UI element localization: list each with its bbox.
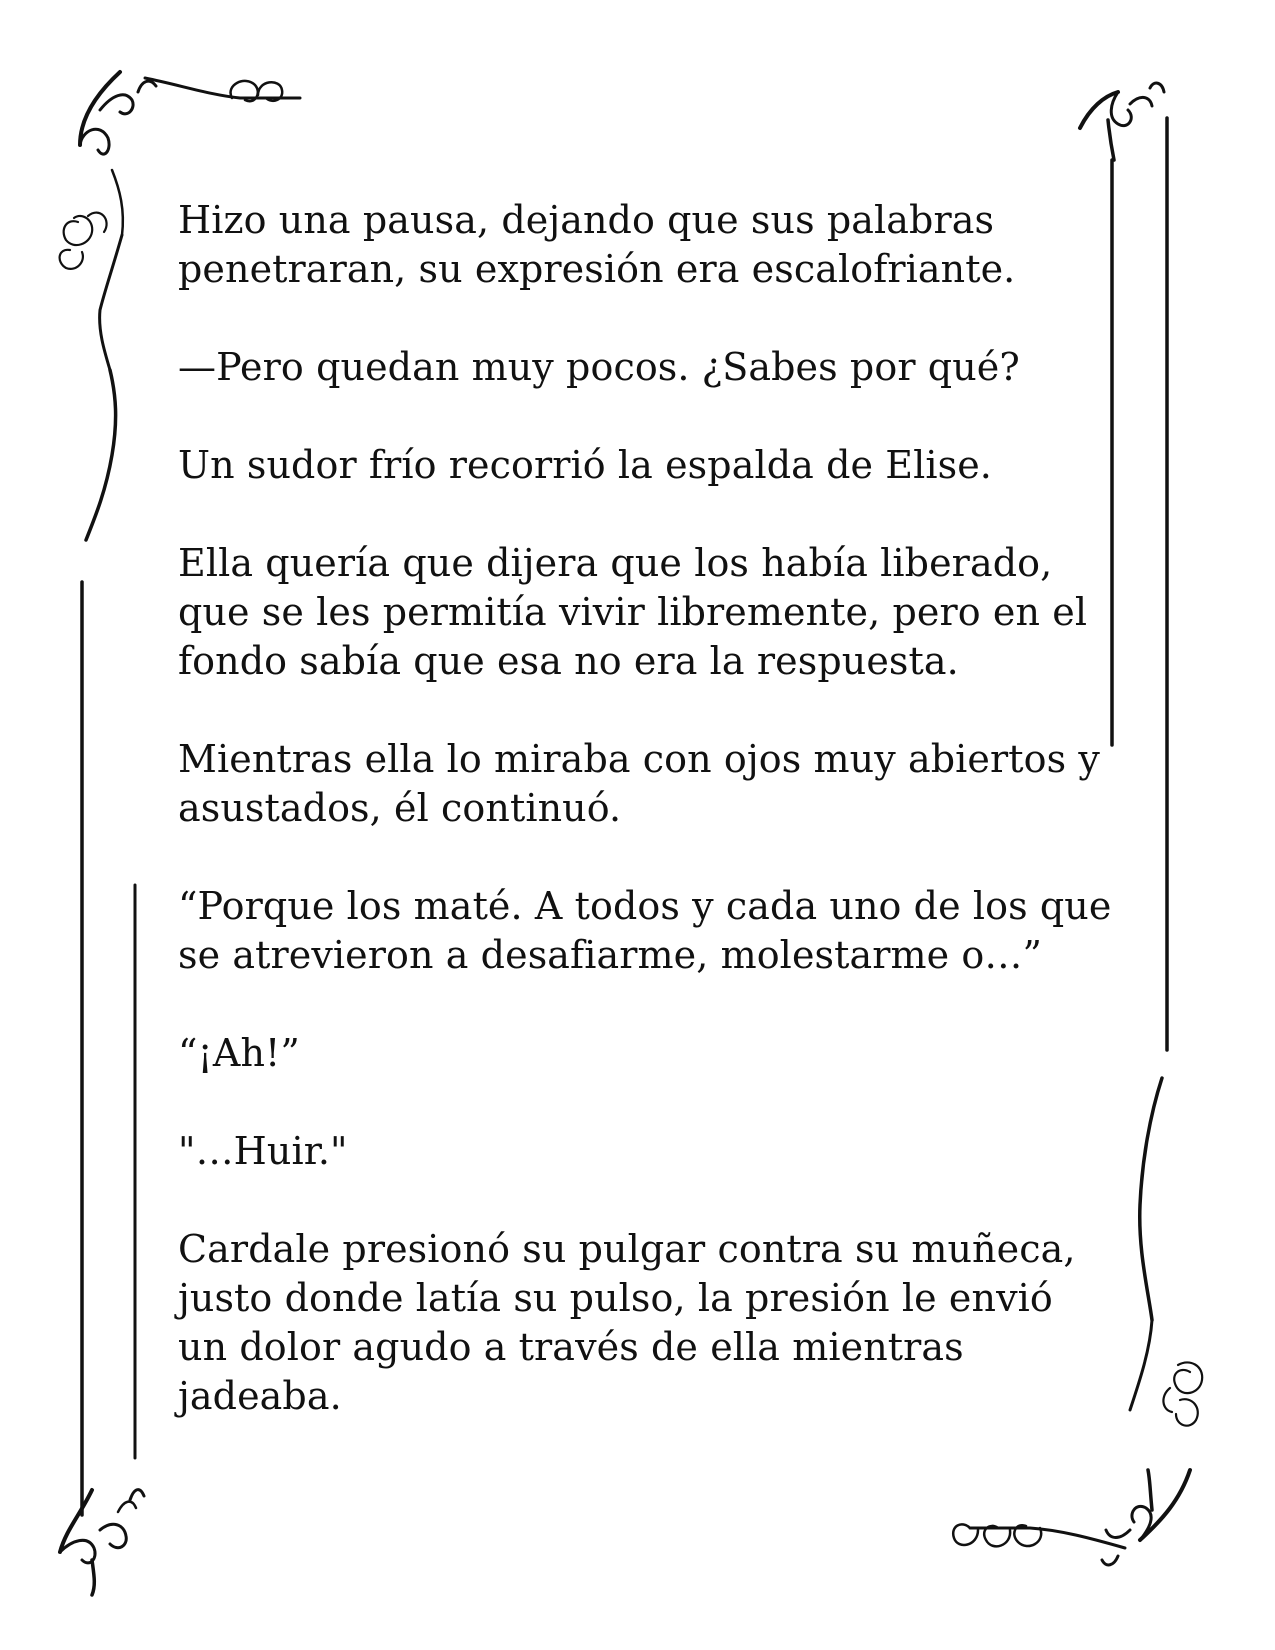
top-right-flourish <box>1080 83 1164 160</box>
paragraph: Ella quería que dijera que los había liberado, que se les permitía vivir libremente, pero en el fondo sabía que esa no era la respuesta. <box>178 541 1088 683</box>
paragraph: Hizo una pausa, dejando que sus palabras penetraran, su expresión era escalofriante. <box>178 198 1016 291</box>
paragraph: Cardale presionó su pulgar contra su muñeca, justo donde latía su pulso, la presión le envió un dolor agudo a través de ella mientras jadeaba. <box>178 1227 1076 1418</box>
paragraph: “¡Ah!” <box>178 1031 300 1075</box>
bottom-left-flourish <box>60 1490 144 1595</box>
paragraph: —Pero quedan muy pocos. ¿Sabes por qué? <box>178 345 1020 389</box>
paragraph: “Porque los maté. A todos y cada uno de los que se atrevieron a desafiarme, molestarme o…” <box>178 884 1112 977</box>
paragraph: Mientras ella lo miraba con ojos muy abiertos y asustados, él continuó. <box>178 737 1100 830</box>
paragraph: "…Huir." <box>178 1129 348 1173</box>
paragraph: Un sudor frío recorrió la espalda de Elise. <box>178 443 992 487</box>
story-text <box>178 196 1118 1470</box>
